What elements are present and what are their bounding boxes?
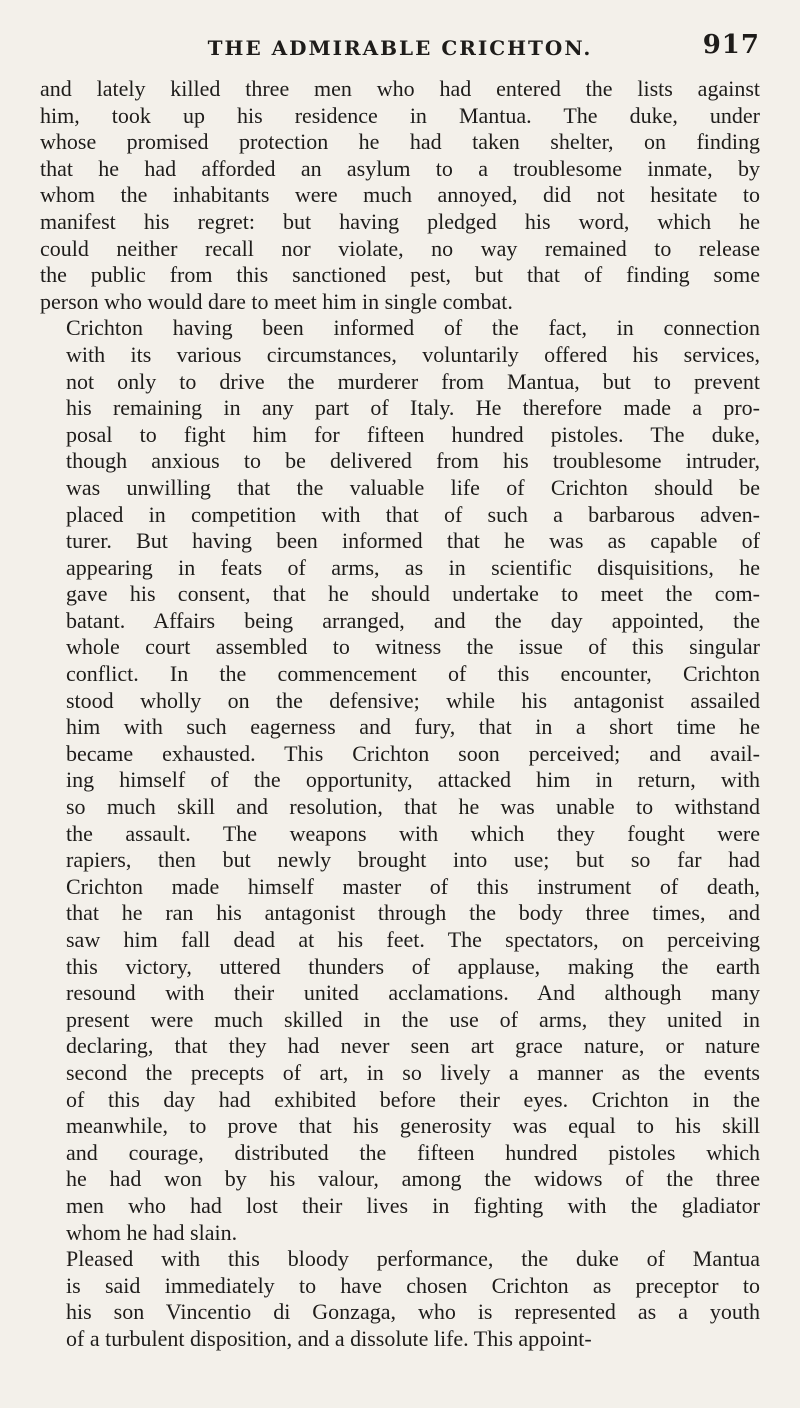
paragraph — [40, 1246, 760, 1352]
text-line: him, took up his residence in Mantua. The duke, under — [40, 102, 760, 128]
body-text — [40, 76, 760, 1353]
text-line: present were much skilled in the use of arms, they united in — [66, 1006, 760, 1032]
text-line: was unwilling that the valuable life of Crichton should be — [66, 474, 760, 500]
text-line: Crichton having been informed of the fact, in connection — [66, 315, 760, 341]
text-line: and courage, distributed the fifteen hundred pistoles which — [66, 1139, 760, 1165]
text-line: so much skill and resolution, that he was unable to withstand — [66, 794, 760, 820]
text-line: appearing in feats of arms, as in scientific disquisitions, he — [66, 554, 760, 580]
text-line: saw him fall dead at his feet. The spectators, on perceiving — [66, 927, 760, 952]
text-line: conflict. In the commencement of this encounter, Crichton — [66, 661, 760, 687]
text-line: stood wholly on the defensive; while his antagonist assailed — [66, 687, 760, 713]
text-line: his remaining in any part of Italy. He therefore made a pro- — [66, 395, 760, 421]
text-line: this victory, uttered thunders of applause, making the earth — [66, 953, 760, 979]
text-line: he had won by his valour, among the widows of the three — [66, 1166, 760, 1192]
text-line: of a turbulent disposition, and a dissolute life. This appoint- — [66, 1325, 592, 1351]
text-line: whose promised protection he had taken shelter, on finding — [40, 129, 760, 155]
text-line: person who would dare to meet him in single combat. — [40, 288, 513, 314]
text-line: the public from this sanctioned pest, but that of finding some — [40, 262, 760, 288]
paragraph — [40, 76, 760, 315]
text-line: gave his consent, that he should undertake to meet the com- — [66, 581, 760, 607]
text-line: Pleased with this bloody performance, the duke of Mantua — [66, 1246, 760, 1272]
text-line: of this day had exhibited before their eyes. Crichton in the — [66, 1086, 760, 1112]
page-header — [40, 30, 760, 76]
text-line: turer. But having been informed that he was as capable of — [66, 528, 760, 554]
text-line: whom the inhabitants were much annoyed, did not hesitate to — [40, 182, 760, 208]
running-title: THE ADMIRABLE CRICHTON. — [207, 36, 593, 60]
text-line: resound with their united acclamations. And although many — [66, 980, 760, 1006]
paragraph — [40, 315, 760, 1246]
text-line: ing himself of the opportunity, attacked him in return, with — [66, 767, 760, 793]
text-line: not only to drive the murderer from Mantua, but to prevent — [66, 368, 760, 394]
text-line: posal to fight him for fifteen hundred pistoles. The duke, — [66, 421, 760, 447]
page-number: 917 — [702, 30, 760, 60]
text-line: that he ran his antagonist through the body three times, and — [66, 900, 760, 926]
text-line: is said immediately to have chosen Crichton as preceptor to — [66, 1272, 760, 1298]
text-line: Crichton made himself master of this instrument of death, — [66, 873, 760, 899]
text-line: and lately killed three men who had entered the lists against — [40, 76, 760, 101]
text-line: rapiers, then but newly brought into use; but so far had — [66, 847, 760, 873]
text-line: declaring, that they had never seen art grace nature, or nature — [66, 1033, 760, 1059]
text-line: that he had afforded an asylum to a troublesome inmate, by — [40, 155, 760, 181]
text-line: whole court assembled to witness the issue of this singular — [66, 634, 760, 660]
text-line: whom he had slain. — [66, 1219, 238, 1245]
text-line: men who had lost their lives in fighting with the gladiator — [66, 1192, 760, 1218]
text-line: him with such eagerness and fury, that in a short time he — [66, 714, 760, 740]
text-line: second the precepts of art, in so lively a manner as the events — [66, 1059, 760, 1085]
text-line: his son Vincentio di Gonzaga, who is represented as a youth — [66, 1299, 760, 1325]
text-line: placed in competition with that of such a barbarous adven- — [66, 501, 760, 527]
text-line: the assault. The weapons with which they fought were — [66, 820, 760, 846]
text-line: meanwhile, to prove that his generosity was equal to his skill — [66, 1113, 760, 1139]
text-line: though anxious to be delivered from his troublesome intruder, — [66, 448, 760, 474]
text-line: manifest his regret: but having pledged his word, which he — [40, 208, 760, 234]
text-line: with its various circumstances, voluntarily offered his services, — [66, 341, 760, 367]
text-line: could neither recall nor violate, no way remained to release — [40, 235, 760, 261]
text-line: batant. Affairs being arranged, and the day appointed, the — [66, 607, 760, 633]
text-line: became exhausted. This Crichton soon perceived; and avail- — [66, 740, 760, 766]
